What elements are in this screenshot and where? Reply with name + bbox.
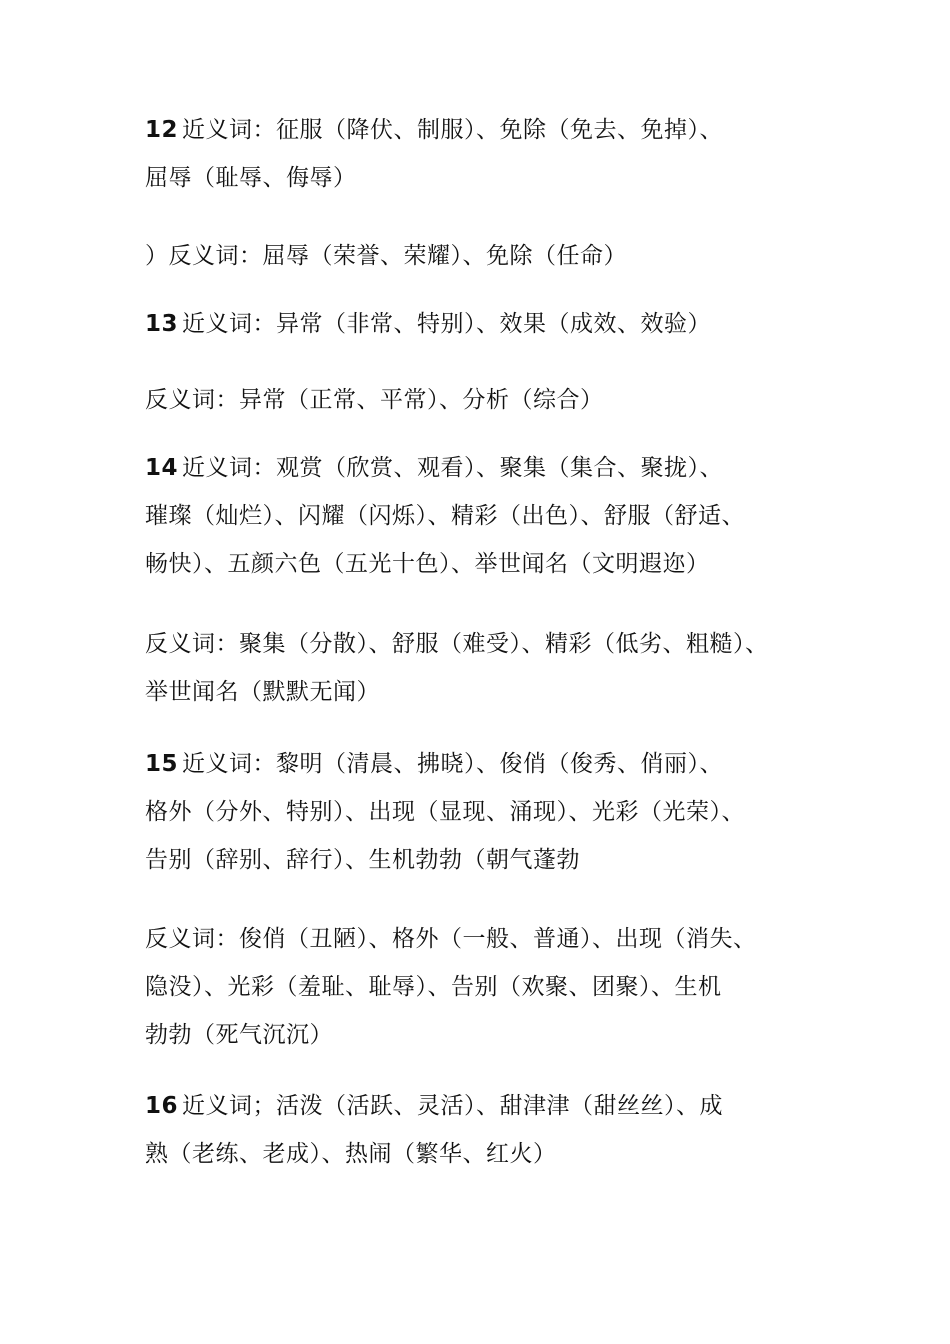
text-line: ）反义词：屈辱（荣誉、荣耀）、免除（任命） [145,243,627,269]
text-line: 告别（辞别、辞行）、生机勃勃（朝气蓬勃 [145,847,580,873]
paragraph-15-antonyms [145,915,825,1059]
text-line: 反义词：异常（正常、平常）、分析（综合） [145,387,604,413]
text-line: 近义词：观赏（欣赏、观看）、聚集（集合、聚拢）、 [182,455,724,481]
text-line: 璀璨（灿烂）、闪耀（闪烁）、精彩（出色）、舒服（舒适、 [145,503,745,529]
text-line: 反义词：聚集（分散）、舒服（难受）、精彩（低劣、粗糙）、 [145,631,769,657]
paragraph-14-antonyms [145,620,825,716]
paragraph-15 [145,740,825,884]
item-number: 12 [145,117,179,143]
text-line: 勃勃（死气沉沉） [145,1022,333,1048]
paragraph-13 [145,300,825,348]
text-line: 格外（分外、特别）、出现（显现、涌现）、光彩（光荣）、 [145,799,745,825]
paragraph-12 [145,106,825,202]
text-line: 近义词：黎明（清晨、拂晓）、俊俏（俊秀、俏丽）、 [182,751,724,777]
text-line: 举世闻名（默默无闻） [145,679,380,705]
item-number: 15 [145,751,179,777]
paragraph-13-antonyms [145,376,825,424]
paragraph-16 [145,1082,825,1178]
paragraph-12-antonyms [145,232,825,280]
item-number: 14 [145,455,179,481]
item-number: 16 [145,1093,179,1119]
text-line: 畅快）、五颜六色（五光十色）、举世闻名（文明遐迩） [145,551,710,577]
text-line: 反义词：俊俏（丑陋）、格外（一般、普通）、出现（消失、 [145,926,757,952]
text-line: 近义词：征服（降伏、制服）、免除（免去、免掉）、 [182,117,724,143]
text-line: 熟（老练、老成）、热闹（繁华、红火） [145,1141,557,1167]
paragraph-14 [145,444,825,588]
text-line: 屈辱（耻辱、侮辱） [145,165,357,191]
text-line: 近义词：异常（非常、特别）、效果（成效、效验） [182,311,712,337]
text-line: 近义词；活泼（活跃、灵活）、甜津津（甜丝丝）、成 [182,1093,724,1119]
text-line: 隐没）、光彩（羞耻、耻辱）、告别（欢聚、团聚）、生机 [145,974,722,1000]
item-number: 13 [145,311,179,337]
